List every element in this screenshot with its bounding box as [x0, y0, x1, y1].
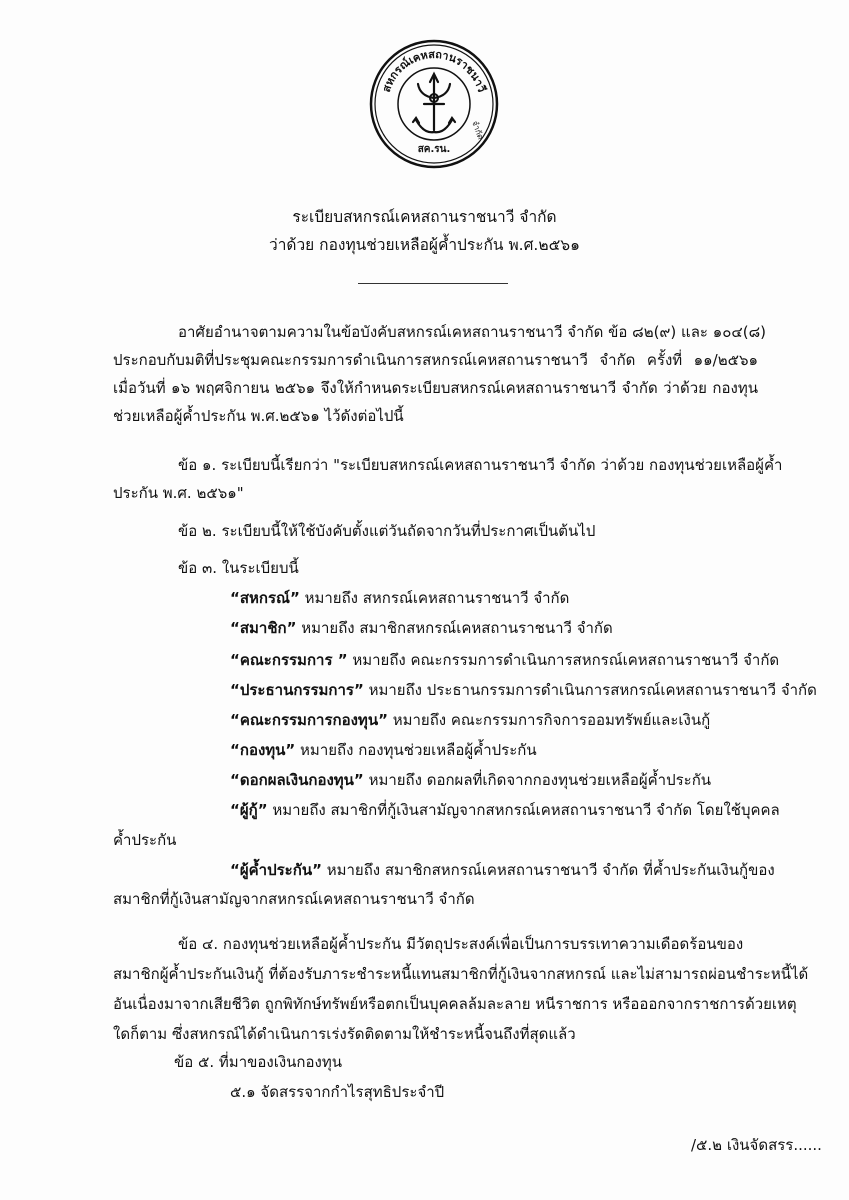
preamble-line-2: ประกอบกับมติที่ประชุมคณะกรรมการดำเนินการสหกรณ์เคหสถานราชนาวี จำกัด ครั้งที่ ๑๑/๒๕๖๑ — [113, 351, 758, 369]
clause-1-line-2: ประกัน พ.ศ. ๒๕๖๑" — [113, 484, 244, 502]
definition-meaning: หมายถึง คณะกรรมการดำเนินการสหกรณ์เคหสถานราชนาวี จำกัด — [347, 651, 780, 669]
clause-4-line-4: ใดก็ตาม ซึ่งสหกรณ์ได้ดำเนินการเร่งรัดติดตามให้ชำระหนี้จนถึงที่สุดแล้ว — [113, 1025, 576, 1043]
definition-term: “ดอกผลเงินกองทุน” — [230, 771, 364, 789]
definition-borrower-continued: ค้ำประกัน — [113, 831, 177, 849]
definition-meaning: หมายถึง คณะกรรมการกิจการออมทรัพย์และเงินกู้ — [387, 711, 711, 729]
clause-5-heading: ข้อ ๕. ที่มาของเงินกองทุน — [174, 1053, 342, 1071]
clause-4-line-2: สมาชิกผู้ค้ำประกันเงินกู้ ที่ต้องรับภาระชำระหนี้แทนสมาชิกที่กู้เงินจากสหกรณ์ และไม่สามารถผ่อนชำระหนี้ได้ — [113, 965, 809, 983]
clause-1-line-1: ข้อ ๑. ระเบียบนี้เรียกว่า "ระเบียบสหกรณ์เคหสถานราชนาวี จำกัด ว่าด้วย กองทุนช่วยเหลือผู้ค้ำ — [178, 456, 783, 474]
definition-term: “สมาชิก” — [230, 619, 297, 637]
preamble-line-3: เมื่อวันที่ ๑๖ พฤศจิกายน ๒๕๖๑ จึงให้กำหนดระเบียบสหกรณ์เคหสถานราชนาวี จำกัด ว่าด้วย กองทุน — [113, 379, 758, 397]
definition-term: “ประธานกรรมการ” — [230, 681, 364, 699]
definition-chairman — [230, 680, 817, 700]
definition-term: “สหกรณ์” — [230, 589, 300, 607]
clause-2: ข้อ ๒. ระเบียบนี้ให้ใช้บังคับตั้งแต่วันถัดจากวันที่ประกาศเป็นต้นไป — [178, 522, 596, 540]
definition-borrower — [230, 800, 780, 820]
cooperative-seal — [368, 38, 500, 170]
seal-text-bottom: สค.รน. — [417, 144, 451, 155]
clause-4-line-1: ข้อ ๔. กองทุนช่วยเหลือผู้ค้ำประกัน มีวัตถุประสงค์เพื่อเป็นการบรรเทาความเดือดร้อนของ — [178, 935, 744, 953]
clause-3-heading: ข้อ ๓. ในระเบียบนี้ — [178, 559, 299, 577]
title-divider — [358, 283, 508, 284]
definition-term: “คณะกรรมการกองทุน” — [230, 711, 388, 729]
seal-text-side: จำกัด — [470, 119, 486, 141]
definition-meaning: หมายถึง กองทุนช่วยเหลือผู้ค้ำประกัน — [295, 741, 537, 759]
definition-guarantor — [230, 860, 775, 880]
definition-term: “ผู้กู้” — [230, 801, 268, 819]
definition-meaning: หมายถึง สมาชิกสหกรณ์เคหสถานราชนาวี จำกัด ที่ค้ำประกันเงินกู้ของ — [321, 861, 775, 879]
definition-meaning: หมายถึง สมาชิกสหกรณ์เคหสถานราชนาวี จำกัด — [296, 619, 613, 637]
clause-5-item-1: ๕.๑ จัดสรรจากกำไรสุทธิประจำปี — [230, 1083, 445, 1101]
document-title: ระเบียบสหกรณ์เคหสถานราชนาวี จำกัด — [292, 208, 557, 226]
definition-guarantor-continued: สมาชิกที่กู้เงินสามัญจากสหกรณ์เคหสถานราชนาวี จำกัด — [113, 890, 475, 908]
seal-text-top: สหกรณ์เคหสถานราชนาวี — [379, 47, 489, 94]
definition-committee — [230, 650, 779, 670]
anchor-seal-icon — [368, 38, 500, 170]
definition-fund-interest — [230, 770, 711, 790]
definition-fund-committee — [230, 710, 710, 730]
preamble-line-4: ช่วยเหลือผู้ค้ำประกัน พ.ศ.๒๕๖๑ ไว้ดังต่อไปนี้ — [113, 407, 404, 425]
definition-member — [230, 618, 613, 638]
definition-fund — [230, 740, 537, 760]
definition-term: “ผู้ค้ำประกัน” — [230, 861, 322, 879]
definition-cooperative — [230, 588, 569, 608]
definition-term: “กองทุน” — [230, 741, 296, 759]
definition-term: “คณะกรรมการ ” — [230, 651, 348, 669]
definition-meaning: หมายถึง สหกรณ์เคหสถานราชนาวี จำกัด — [299, 589, 570, 607]
definition-meaning: หมายถึง สมาชิกที่กู้เงินสามัญจากสหกรณ์เคหสถานราชนาวี จำกัด โดยใช้บุคคล — [267, 801, 780, 819]
clause-4-line-3: อันเนื่องมาจากเสียชีวิต ถูกพิทักษ์ทรัพย์หรือตกเป็นบุคคลล้มละลาย หนีราชการ หรือออกจากราชการด้วยเหตุ — [113, 995, 797, 1013]
definition-meaning: หมายถึง ประธานกรรมการดำเนินการสหกรณ์เคหสถานราชนาวี จำกัด — [363, 681, 817, 699]
preamble-line-1: อาศัยอำนาจตามความในข้อบังคับสหกรณ์เคหสถานราชนาวี จำกัด ข้อ ๘๒(๙) และ ๑๐๔(๘) — [178, 323, 767, 341]
definition-meaning: หมายถึง ดอกผลที่เกิดจากกองทุนช่วยเหลือผู้ค้ำประกัน — [363, 771, 712, 789]
document-subtitle: ว่าด้วย กองทุนช่วยเหลือผู้ค้ำประกัน พ.ศ.๒๕๖๑ — [269, 236, 580, 254]
page-continuation-note: /๕.๒ เงินจัดสรร...... — [691, 1136, 822, 1154]
